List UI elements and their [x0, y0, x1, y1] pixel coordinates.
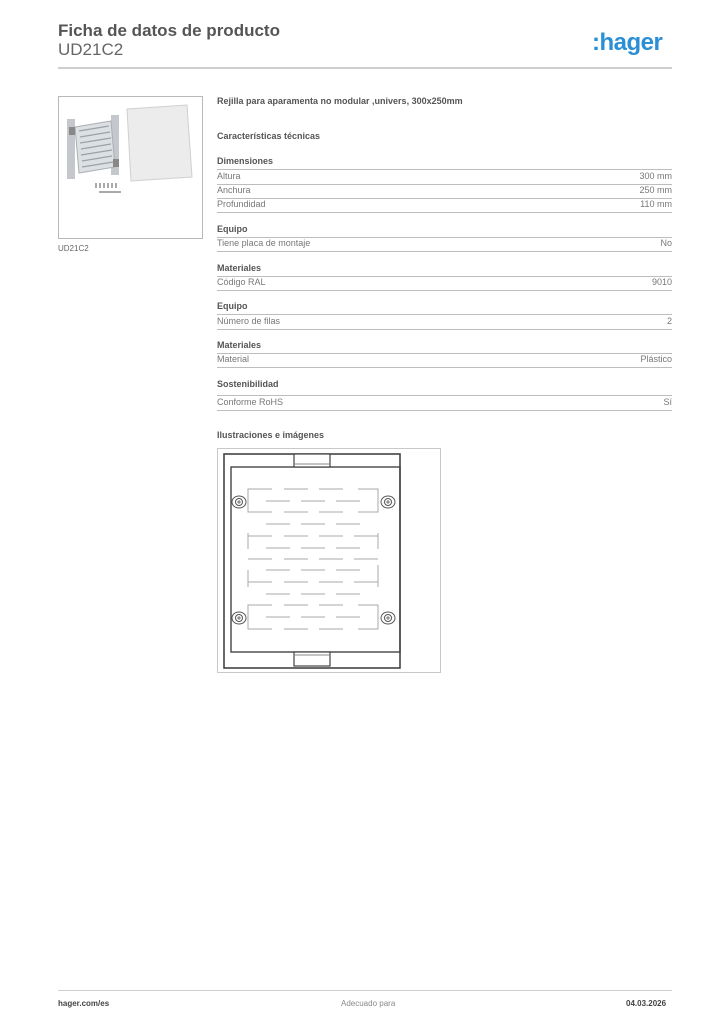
group-heading-materiales: Materiales [217, 262, 672, 277]
spec-row-material [217, 353, 672, 368]
footer-suitable-for: Adecuado para [341, 999, 396, 1008]
group-heading-dimensiones: Dimensiones [217, 155, 672, 170]
group-heading-equipo-2: Equipo [217, 300, 672, 315]
spec-value: 250 mm [639, 185, 672, 195]
spec-row-codigo-ral [217, 276, 672, 291]
product-photo-icon [59, 97, 202, 238]
spec-label: Material [217, 354, 250, 364]
technical-drawing [217, 448, 441, 673]
spec-label: Profundidad [217, 199, 266, 209]
spec-value: 9010 [651, 277, 672, 287]
spec-row-numero-filas [217, 315, 672, 330]
spec-row-altura [217, 170, 672, 185]
document-title: Ficha de datos de producto [58, 21, 280, 40]
hager-logo: :hager [592, 29, 663, 56]
spec-row-placa-montaje [217, 237, 672, 252]
footer-divider [58, 990, 672, 991]
spec-label: Número de filas [217, 316, 281, 326]
product-code: UD21C2 [58, 40, 124, 59]
spec-value: 300 mm [639, 171, 672, 181]
spec-label: Conforme RoHS [217, 397, 284, 407]
product-description: Rejilla para aparamenta no modular ,univers, 300x250mm [217, 96, 463, 106]
spec-row-rohs [217, 396, 672, 411]
spec-value: 110 mm [640, 199, 672, 209]
spec-label: Altura [217, 171, 241, 181]
spec-row-profundidad [217, 198, 672, 213]
group-heading-sostenibilidad: Sostenibilidad [217, 378, 672, 396]
spec-value: Plástico [640, 354, 672, 364]
product-thumbnail [58, 96, 203, 239]
spec-value: No [660, 238, 672, 248]
footer-website[interactable]: hager.com/es [58, 999, 110, 1008]
group-heading-materiales-2: Materiales [217, 339, 672, 354]
group-heading-equipo: Equipo [217, 223, 672, 238]
technical-drawing-icon [218, 449, 440, 672]
spec-row-anchura [217, 184, 672, 199]
header-divider [58, 67, 672, 69]
spec-label: Tiene placa de montaje [217, 238, 311, 248]
illustrations-title: Ilustraciones e imágenes [217, 430, 325, 440]
specs-title: Características técnicas [217, 131, 321, 141]
thumbnail-caption: UD21C2 [58, 244, 89, 253]
spec-value: 2 [666, 316, 672, 326]
footer-date: 04.03.2026 [626, 999, 667, 1008]
spec-label: Anchura [217, 185, 251, 195]
spec-label: Código RAL [217, 277, 266, 287]
spec-value: Sí [663, 397, 672, 407]
